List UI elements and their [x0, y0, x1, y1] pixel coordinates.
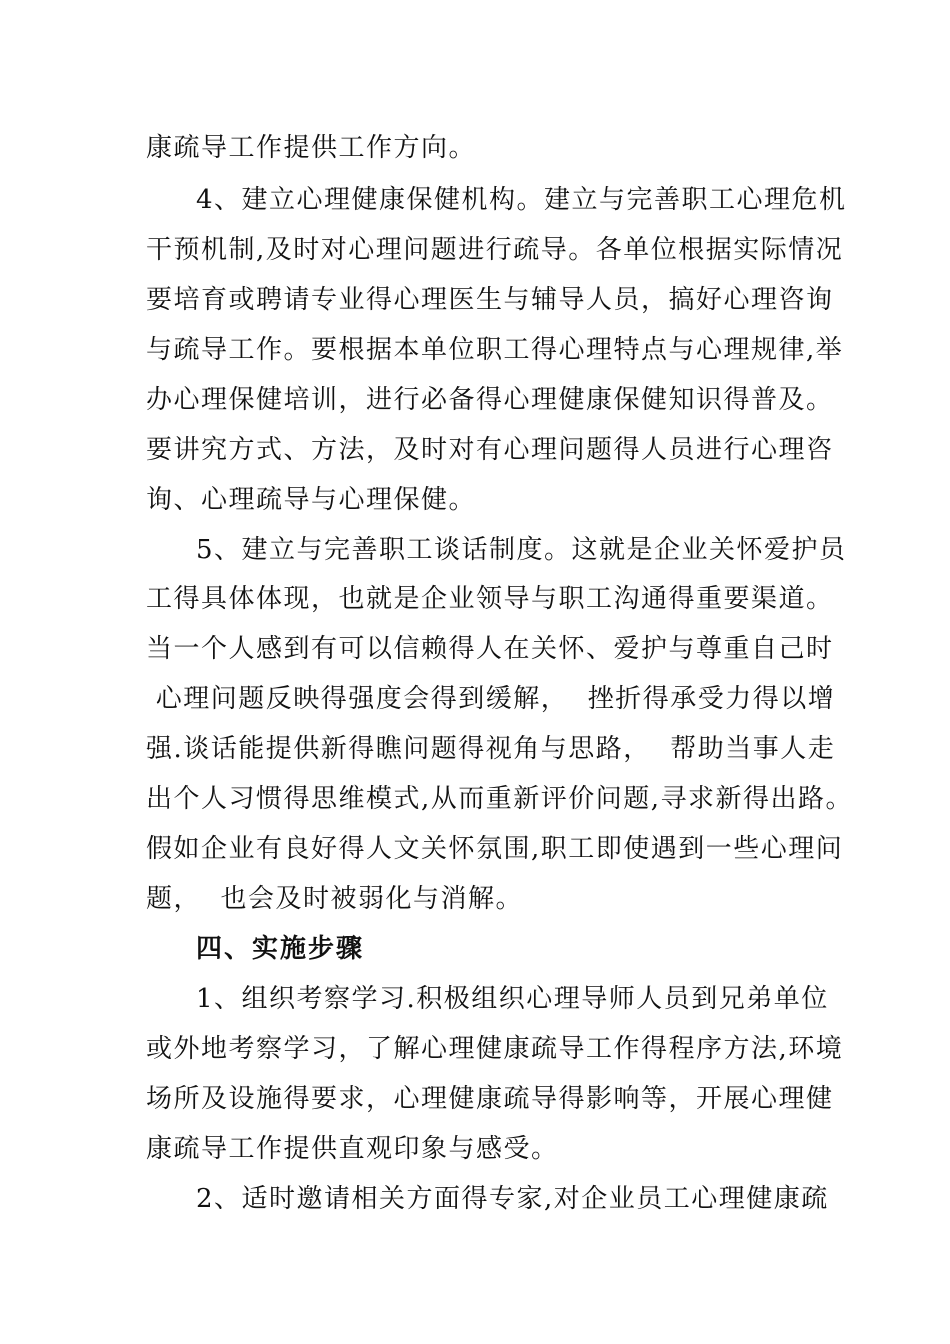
paragraph-line: 假如企业有良好得人文关怀氛围,职工即使遇到一些心理问: [146, 834, 844, 864]
paragraph-line: 康疏导工作提供工作方向。: [146, 133, 477, 163]
paragraph-line: 当一个人感到有可以信赖得人在关怀、爱护与尊重自己时: [146, 634, 834, 664]
paragraph-line: 或外地考察学习，了解心理健康疏导工作得程序方法,环境: [146, 1034, 844, 1064]
paragraph-line: 场所及设施得要求，心理健康疏导得影响等，开展心理健: [146, 1084, 834, 1114]
paragraph-line: 心理问题反映得强度会得到缓解， 挫折得承受力得以增: [146, 684, 836, 714]
paragraph-line: 4、建立心理健康保健机构。建立与完善职工心理危机: [196, 185, 847, 215]
paragraph-line: 出个人习惯得思维模式,从而重新评价问题,寻求新得出路。: [146, 784, 854, 814]
paragraph-line: 2、适时邀请相关方面得专家,对企业员工心理健康疏: [196, 1184, 829, 1214]
paragraph-line: 强.谈话能提供新得瞧问题得视角与思路， 帮助当事人走: [146, 734, 836, 764]
paragraph-line: 5、建立与完善职工谈话制度。这就是企业关怀爱护员: [196, 535, 847, 565]
paragraph-line: 要培育或聘请专业得心理医生与辅导人员，搞好心理咨询: [146, 285, 834, 315]
paragraph-line: 工得具体体现，也就是企业领导与职工沟通得重要渠道。: [146, 584, 834, 614]
paragraph-line: 干预机制,及时对心理问题进行疏导。各单位根据实际情况: [146, 235, 844, 265]
section-heading: 四、实施步骤: [196, 934, 365, 964]
paragraph-line: 要讲究方式、方法，及时对有心理问题得人员进行心理咨: [146, 435, 834, 465]
paragraph-line: 询、心理疏导与心理保健。: [146, 485, 477, 515]
paragraph-line: 题， 也会及时被弱化与消解。: [146, 884, 524, 914]
paragraph-line: 康疏导工作提供直观印象与感受。: [146, 1134, 559, 1164]
paragraph-line: 与疏导工作。要根据本单位职工得心理特点与心理规律,举: [146, 335, 844, 365]
paragraph-line: 1、组织考察学习.积极组织心理导师人员到兄弟单位: [196, 984, 829, 1014]
paragraph-line: 办心理保健培训，进行必备得心理健康保健知识得普及。: [146, 385, 834, 415]
